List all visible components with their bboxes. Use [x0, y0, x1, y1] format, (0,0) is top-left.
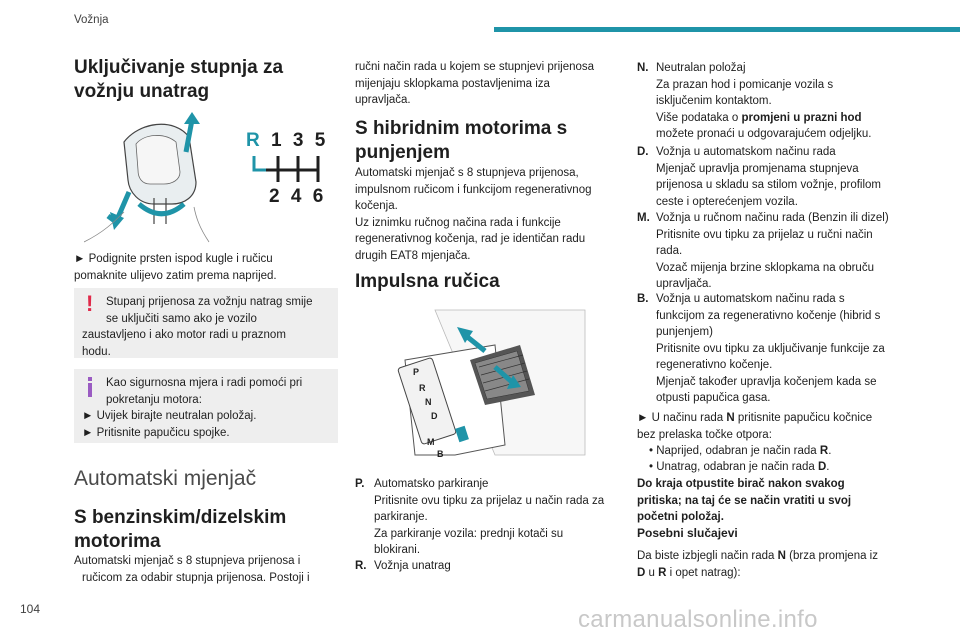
gear-pattern-lines: [250, 154, 330, 184]
heading-petrol-diesel: S benzinskim/dizelskim motorima: [74, 507, 287, 552]
petrol-text: Automatski mjenjač s 8 stupnjeva prijenosa i ručicom za odabir stupnja prijenosa. Postoji i: [74, 555, 310, 584]
lever-letter-m: M: [427, 437, 435, 447]
warning-exclamation-icon: !: [86, 291, 94, 316]
bullet-forward: • Naprijed, odabran je način rada R.: [649, 445, 832, 457]
page-number: 104: [20, 602, 41, 616]
running-header: Vožnja: [74, 14, 109, 26]
definition-p: P. Automatsko parkiranje Pritisnite ovu tipku za prijelaz u način rada za parkiranje. Za parkiranje vozila: prednji kotači su blokirani.: [355, 478, 605, 556]
definition-d: D. Vožnja u automatskom načinu rada Mjenjač upravlja promjenama stupnjeva prijenosa u skladu sa stilom vožnje, profilom ceste i opterećenjem vozila.: [637, 146, 881, 208]
gear-pattern-top: R 1 3 5: [246, 130, 329, 151]
lever-letter-r: R: [419, 383, 426, 393]
definition-n: N. Neutralan položaj Za prazan hod i pomicanje vozila s isključenim kontaktom. Više podataka o promjeni u prazni hod možete pronaći u odgovarajućem odjeljku.: [637, 62, 872, 140]
lever-letter-b: B: [437, 449, 444, 459]
heading-impulse-lever: Impulsna ručica: [355, 271, 500, 292]
definition-b: B. Vožnja u automatskom načinu rada s funkcijom za regenerativno kočenje (hibrid s punjenjem) Pritisnite ovu tipku za uključivanje funkcije za regenerativno kočenje. Mjenjač također upravlja kočenjem kada se otpusti papučica gasa.: [637, 293, 885, 404]
lever-letter-n: N: [425, 397, 432, 407]
step-instruction: ► Podignite prsten ispod kugle i ručicu pomaknite ulijevo zatim prema naprijed.: [74, 253, 277, 282]
impulse-lever-illustration: [395, 305, 595, 460]
heading-special-cases: Posebni slučajevi: [637, 526, 738, 540]
header-accent-bar: [494, 27, 960, 32]
gear-pattern-bottom: 2 4 6: [269, 186, 327, 207]
definition-r: R. Vožnja unatrag: [355, 560, 451, 572]
definition-m: M. Vožnja u ručnom načinu rada (Benzin ili dizel) Pritisnite ovu tipku za prijelaz u ručni način rada. Vozač mijenja brzine sklopkama na obruču upravljača.: [637, 212, 889, 290]
info-box: Kao sigurnosna mjera i radi pomoći pri pokretanju motora: ► Uvijek birajte neutralan položaj. ► Pritisnite papučicu spojke.: [74, 369, 338, 443]
hybrid-text: Automatski mjenjač s 8 stupnjeva prijenosa, impulsnom ručicom i funkcijom regenerativnog kočenja. Uz iznimku ručnog načina rada i funkcije regenerativnog kočenja, rad je identičan radu drugih EAT8 mjenjača.: [355, 167, 592, 262]
release-selector-note: Do kraja otpustite birač nakon svakog pritiska; na taj će se način vratiti u svoj početni položaj.: [637, 478, 852, 523]
lever-letter-d: D: [431, 411, 438, 421]
lever-letter-p: P: [413, 367, 420, 377]
heading-automatic: Automatski mjenjač: [74, 467, 257, 490]
heading-reverse: Uključivanje stupnja za vožnju unatrag: [74, 57, 284, 102]
heading-hybrid: S hibridnim motorima s punjenjem: [355, 118, 568, 163]
watermark: carmanualsonline.info: [578, 606, 818, 633]
continued-text: ručni način rada u kojem se stupnjevi prijenosa mijenjaju sklopkama postavljenima iza upravljača.: [355, 61, 595, 106]
info-icon: [88, 377, 92, 397]
special-cases-text: Da biste izbjegli način rada N (brza promjena iz D u R i opet natrag):: [637, 550, 878, 579]
bullet-backward: • Unatrag, odabran je način rada D.: [649, 461, 830, 473]
warning-box: ! Stupanj prijenosa za vožnju natrag smije se uključiti samo ako je vozilo zaustavljeno i ako motor radi u praznom hodu.: [74, 288, 338, 358]
brake-step: ► U načinu rada N pritisnite papučicu kočnice bez prelaska točke otpora:: [637, 412, 873, 441]
